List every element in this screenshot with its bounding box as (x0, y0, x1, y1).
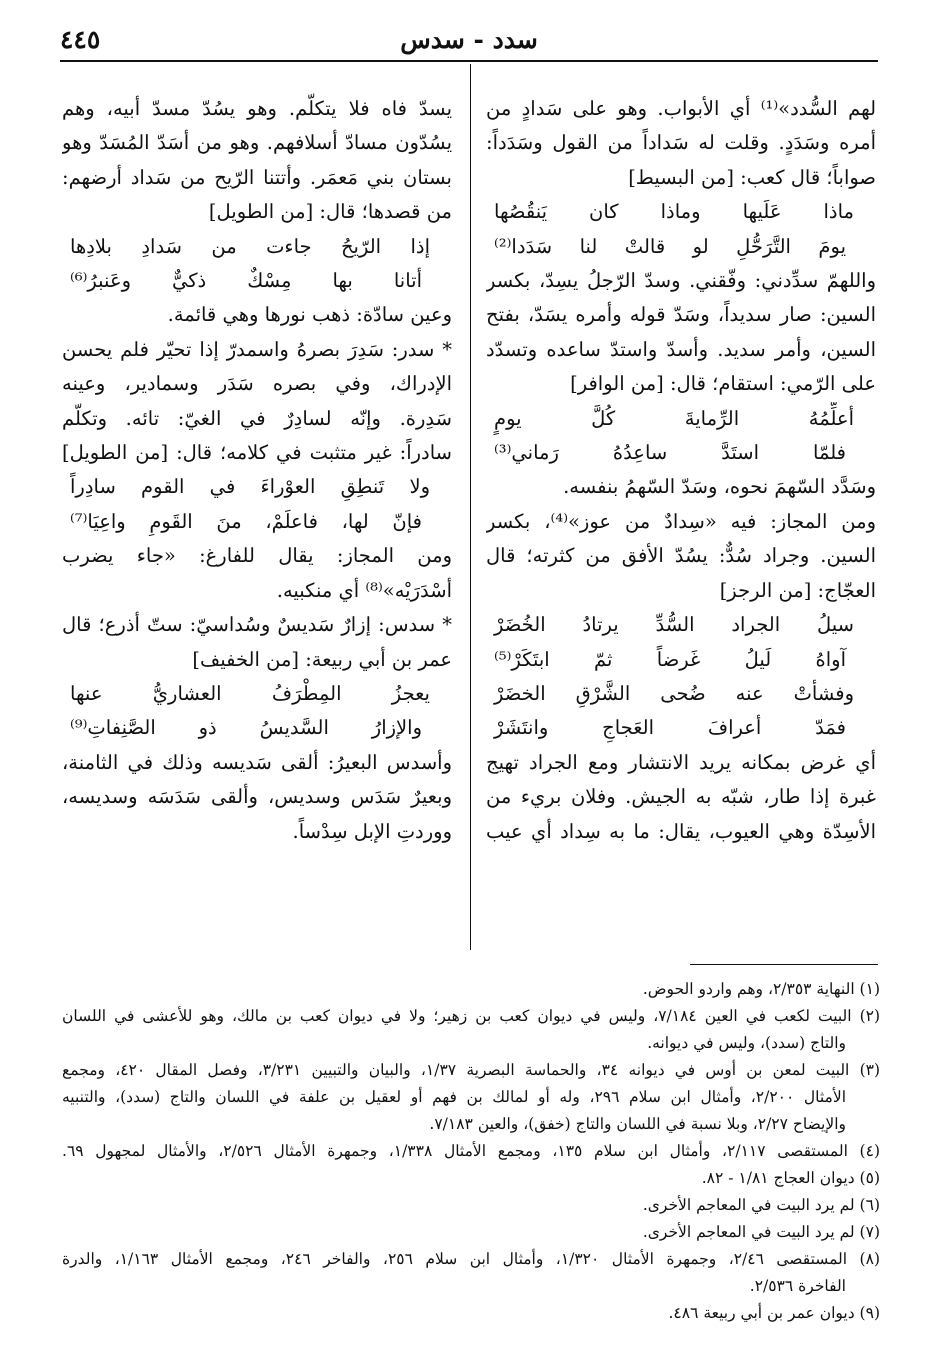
text-line: أسْدَرَيْه»⁽⁸⁾ أي منكبيه. (276, 578, 452, 602)
footnote-line: (٥) ديوان العجاج ١/٨١ - ٨٢. (701, 1169, 880, 1187)
footnote-line: (٢) البيت لكعب في العين ٧/١٨٤، وليس في ديوان كعب بن زهير؛ ولا في ديوان كعب بن مالك، وهو للأعشى في اللسان (62, 1007, 880, 1025)
text-line: السين. وجراد سُدٌّ: يسُدّ الأفق من كثرته؛ قال (486, 544, 876, 568)
right-column (486, 92, 876, 954)
verse-line: أتانا بها مِسْكٌ ذكيٌّ وعَنبرُ⁽⁶⁾ (70, 269, 422, 293)
text-line: العجّاج: [من الرجز] (719, 578, 876, 602)
verse-line: وفشأتْ عنه ضُحى الشَّرْقِ الخضَرْ (494, 681, 854, 705)
verse-line: فمَدّ أعرافَ العَجاجِ وانتَشَرْ (494, 716, 846, 740)
text-line: صواباً؛ قال كعب: [من البسيط] (628, 165, 876, 189)
page-number: ٤٤٥ (60, 25, 101, 54)
text-line: أي غرض بمكانه يريد الانتشار ومع الجراد تهيج (486, 750, 876, 774)
footnote-line: (١) النهاية ٢/٣٥٣، وهم واردو الحوض. (642, 980, 880, 998)
text-line: بستان بني مَعمَر. وأتتنا الرّيح من سَداد أرضهم: (62, 165, 452, 189)
footnote-line: (٣) البيت لمعن بن أوس في ديوانه ٣٤، والحماسة البصرية ١/٣٧، والبيان والتبيين ٣/٢٣١، وفصل المقال ٤٢٠، ومجمع (62, 1061, 880, 1079)
text-line: لهم السُّدد»⁽¹⁾ أي الأبواب. وهو على سَدادٍ من (486, 97, 876, 120)
text-line: من قصدها؛ قال: [من الطويل] (208, 200, 452, 224)
left-column (62, 92, 452, 954)
verse-line: آواهُ لَيلُ غَرضاً ثمّ ابتَكَرْ⁽⁵⁾ (494, 647, 846, 671)
verse-line: فإنّ لها، فاعلَمْ، منَ القَومِ واعِيَا⁽⁷⁾ (70, 509, 422, 533)
text-line: وعين سادّة: ذهب نورها وهي قائمة. (167, 303, 452, 327)
text-line: واللهمّ سدِّدني: وفّقني. وسدّ الرّجلُ يسِدّ، بكسر (486, 269, 876, 293)
text-line: السين: صار سديداً، وسَدّ قوله وأمره يسَدّ، بفتح (486, 303, 876, 327)
text-line: الإدراك، وفي بصره سَدَر وسمادير، وعينه (62, 372, 452, 396)
text-line: السين، وأمر سديد. وأسدّ واستدّ ساعده وتسدّد (486, 337, 876, 361)
footnote-line: والتاج (سدد)، وليس في ديوانه. (647, 1034, 846, 1052)
footnotes (62, 976, 880, 1356)
column-divider (470, 64, 471, 950)
footnote-line: (٤) المستقصى ٢/١١٧، وأمثال ابن سلام ١٣٥، ومجمع الأمثال ١/٣٣٨، وجمهرة الأمثال ٢/٥٢٦، والأمثال لمجهول ٦٩. (62, 1142, 880, 1160)
verse-line: ولا تَنطِقِ العوْراءَ في القوم سادِراً (70, 475, 430, 499)
verse-line: يعجزُ المِطْرَفُ العشاريُّ عنها (70, 681, 430, 705)
text-line: ووردتِ الإبل سِدْساً. (292, 819, 452, 843)
footnote-line: (٦) لم يرد البيت في المعاجم الأخرى. (642, 1196, 880, 1214)
text-line: سادراً: غير متثبت في كلامه؛ قال: [من الطويل] (62, 441, 452, 465)
verse-line: يومَ التَّرَحُّلِ لو قالتْ لنا سَدَدا⁽²⁾ (494, 234, 846, 258)
text-line: الأسِدّة وهي العيوب، يقال: ما به سِداد أي عيب (486, 819, 876, 843)
verse-line: إذا الرّيحُ جاءت من سَدادِ بلادِها (70, 234, 430, 258)
verse-line: سيلُ الجراد السُّدِّ يرتادُ الخُضَرْ (494, 613, 854, 637)
text-line: وسَدَّد السّهمَ نحوه، وسَدّ السّهمُ بنفسه. (563, 475, 876, 499)
footnote-line: والإيضاح ٢/٢٧، وبلا نسبة في اللسان والتاج (خفق)، والعين ٧/١٨٣. (429, 1115, 846, 1133)
footnote-line: الأمثال ٢/٢٠٠، وأمثال ابن سلام ٢٩٦، وله أو لمالك بن فهم أو لعقيل بن علفة في اللسان والتاج (سدد)، والتنبيه (62, 1088, 847, 1106)
text-line: ومن المجاز: يقال للفارغ: «جاء يضرب (62, 544, 452, 568)
text-line: غبرة إذا طار، شبّه به الجيش. وفلان بريء من (486, 785, 876, 809)
text-line: وبعيرٌ سَدَس وسديس، وألقى سَدَسَه وسديسه، (62, 785, 452, 809)
footnote-line: (٩) ديوان عمر بن أبي ربيعة ٤٨٦. (668, 1304, 880, 1322)
footnote-line: الفاخرة ٢/٥٣٦. (749, 1277, 846, 1295)
page-header (60, 22, 878, 62)
text-line: يسُدّون مسادّ أسلافهم. وهو من أسَدّ المُسَدّ وهو (62, 131, 452, 155)
footnote-rule (690, 964, 878, 965)
header-rule (60, 60, 878, 62)
verse-line: ماذا عَلَيها وماذا كان يَنقُصُها (494, 200, 854, 224)
text-line: يسدّ فاه فلا يتكلّم. وهو يسُدّ مسدّ أبيه، وهم (62, 97, 452, 120)
entry-headword-line: * سدس: إزارٌ سَديسٌ وسُداسيّ: ستّ أذرع؛ قال (62, 613, 452, 637)
text-line: أمره وسَدَدٍ. وقلت له سَداداً من القول وسَدَداً: (486, 131, 876, 155)
verse-line: فلمّا استَدَّ ساعِدُهُ رَماني⁽³⁾ (494, 441, 846, 465)
text-line: سَدِرة. وإنّه لسادِرٌ في الغيّ: تائه. وتكلّم (62, 406, 452, 430)
entry-headword-line: * سدر: سَدِرَ بصرهُ واسمدرّ إذا تحيّر فلم يحسن (62, 337, 452, 361)
text-line: ومن المجاز: فيه «سِدادٌ من عوز»⁽⁴⁾، بكسر (486, 509, 876, 533)
footnote-line: (٨) المستقصى ٢/٤٦، وجمهرة الأمثال ١/٣٢٠، وأمثال ابن سلام ٢٥٦، والفاخر ٢٤٦، ومجمع الأمثال ١/١٦٣، والدرة (62, 1250, 880, 1268)
footnote-line: (٧) لم يرد البيت في المعاجم الأخرى. (642, 1223, 880, 1241)
verse-line: أعلِّمُهُ الرِّمايةَ كُلَّ يومٍ (494, 406, 854, 430)
text-line: عمر بن أبي ربيعة: [من الخفيف] (192, 647, 452, 671)
verse-line: والإزارُ السَّديسُ ذو الصَّنِفاتِ⁽⁹⁾ (70, 716, 422, 740)
text-line: وأسدس البعيرُ: ألقى سَديسه وذلك في الثامنة، (62, 750, 452, 774)
text-line: على الرّمي: استقام؛ قال: [من الوافر] (570, 372, 876, 396)
running-title: سدد - سدس (400, 25, 538, 54)
